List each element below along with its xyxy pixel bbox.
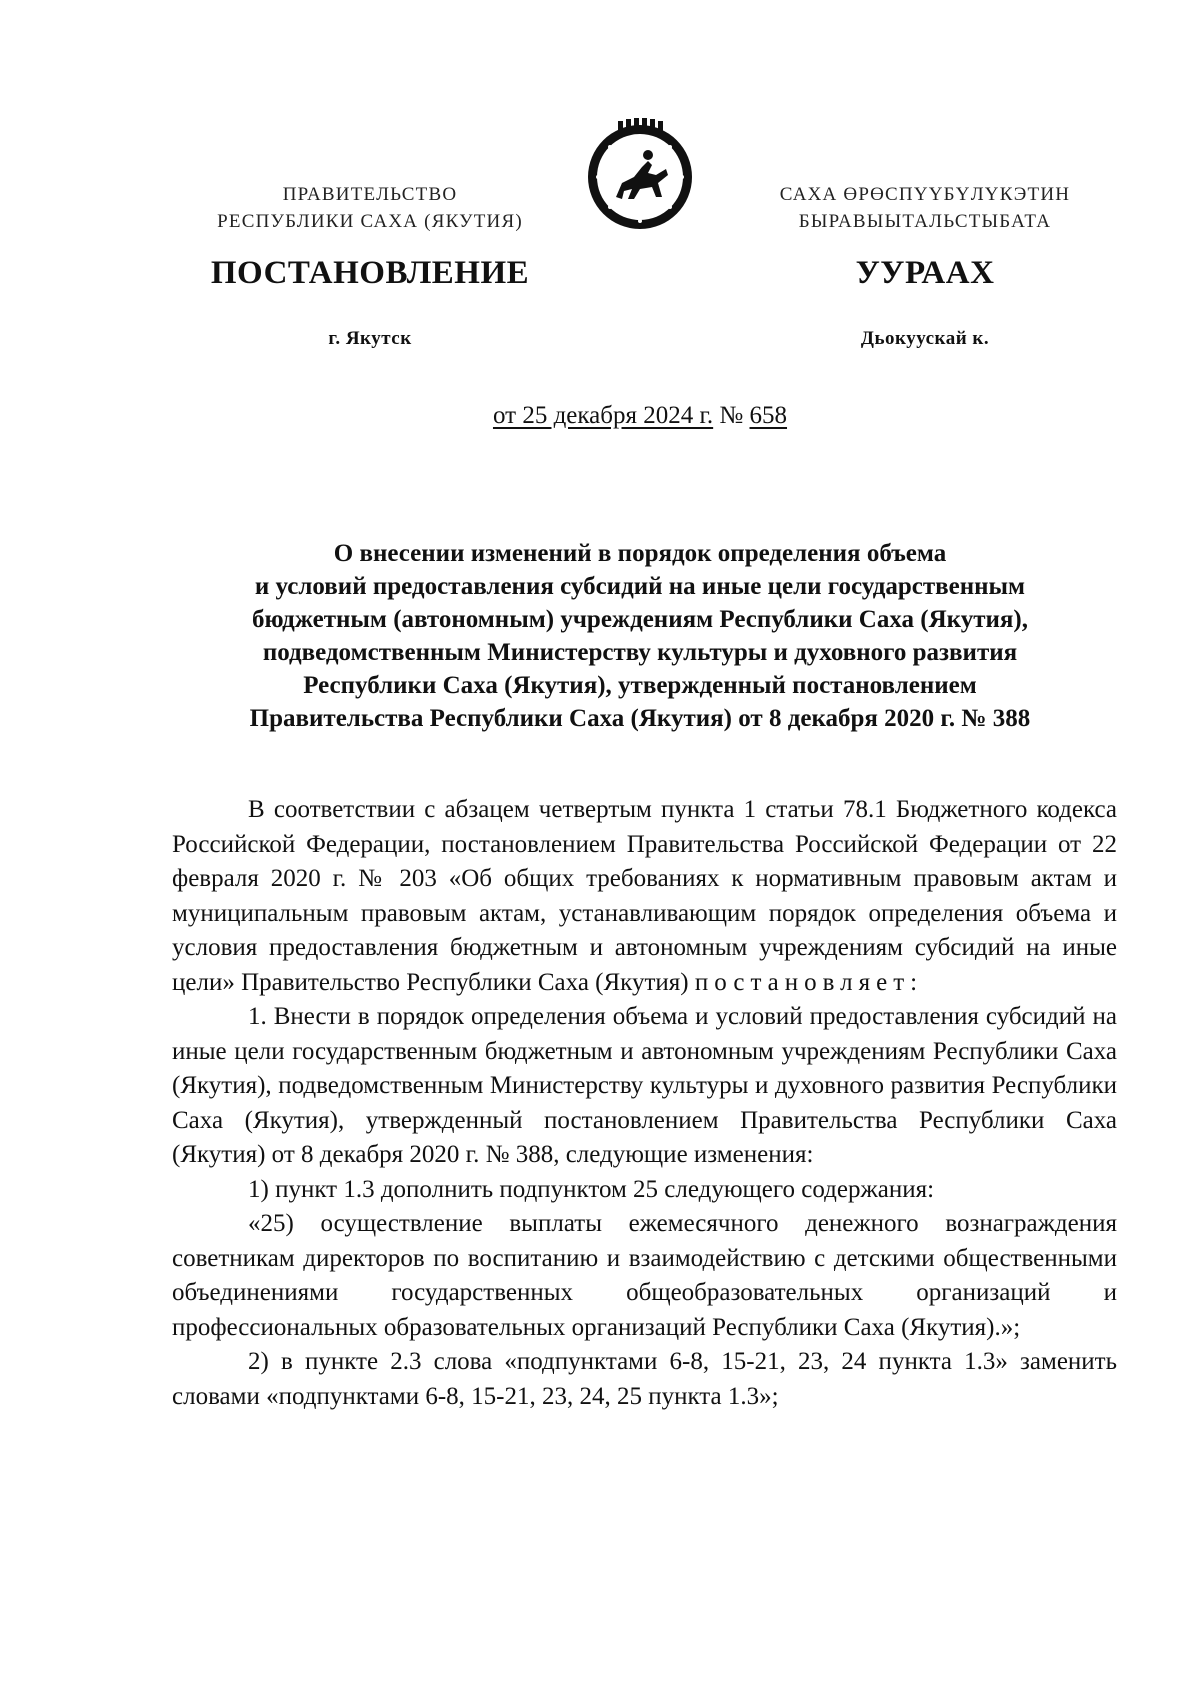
city-russian: г. Якутск — [328, 328, 412, 349]
preamble-paragraph — [172, 793, 1117, 1000]
title-line: и условий предоставления субсидий на иные цели государственным — [254, 573, 1026, 600]
document-type-russian: ПОСТАНОВЛЕНИЕ — [210, 255, 530, 291]
subitem-2-paragraph: 2) в пункте 2.3 слова «подпунктами 6-8, 15-21, 23, 24 пункта 1.3» заменить словами «подпунктами 6-8, 15-21, 23, 24, 25 пункта 1.3»; — [172, 1348, 1117, 1410]
document-number: 658 — [749, 402, 788, 429]
document-date: от 25 декабря 2024 г. — [492, 402, 714, 429]
title-line: подведомственным Министерству культуры и духовного развития — [262, 639, 1018, 666]
item-1-paragraph: 1. Внести в порядок определения объема и условий предоставления субсидий на иные цели государственным бюджетным и автономным учреждениям Республики Саха (Якутия), подведомственным Министерству культуры и духовного развития Республики Саха (Якутия), утвержденный постановлением Правительства Республики Саха (Якутия) от 8 декабря 2020 г. № 388, следующие изменения: — [172, 1003, 1117, 1168]
document-title — [170, 537, 1110, 735]
subitem-1-paragraph: 1) пункт 1.3 дополнить подпунктом 25 следующего содержания: — [248, 1175, 935, 1203]
preamble-text: В соответствии с абзацем четвертым пункта 1 статьи 78.1 Бюджетного кодекса Российской Федерации, постановлением Правительства Российской Федерации от 22 февраля 2020 г. № 203 «Об общих требованиях к нормативным правовым актам и муниципальным правовым актам, устанавливающим порядок определения объема и условия предоставления бюджетным и автономным учреждениям субсидий на иные цели» Правительство Республики Саха (Якутия) — [172, 796, 1117, 996]
title-line: Республики Саха (Якутия), утвержденный постановлением — [303, 672, 977, 699]
document-date-number — [0, 402, 1200, 430]
org-right-line2: БЫРАВЫЫТАЛЬСТЫБАТА — [798, 211, 1052, 232]
title-line: О внесении изменений в порядок определения объема — [333, 540, 947, 567]
org-right-line1: САХА ӨРӨСПҮҮБҮЛҮКЭТИН — [779, 184, 1071, 205]
org-left-line2: РЕСПУБЛИКИ САХА (ЯКУТИЯ) — [217, 211, 523, 232]
coat-of-arms-icon — [582, 117, 698, 233]
title-line: бюджетным (автономным) учреждениям Республики Саха (Якутия), — [252, 606, 1028, 633]
issuing-authority-yakut — [735, 181, 1115, 235]
document-body — [172, 793, 1117, 1414]
number-sign: № — [719, 402, 744, 429]
title-line: Правительства Республики Саха (Якутия) от 8 декабря 2020 г. № 388 — [249, 705, 1031, 732]
city-yakut: Дьокуускай к. — [860, 328, 990, 349]
subitem-25-paragraph: «25) осуществление выплаты ежемесячного денежного вознаграждения советникам директоров по воспитанию и взаимодействию с детскими общественными объединениями государственных общеобразовательных организаций и профессиональных образовательных организаций Республики Саха (Якутия).»; — [172, 1210, 1117, 1341]
document-type-yakut: УУРААХ — [855, 255, 995, 291]
org-left-line1: ПРАВИТЕЛЬСТВО — [282, 184, 458, 205]
issuing-authority-russian — [160, 181, 580, 235]
resolves-word: постановляет: — [694, 968, 924, 996]
